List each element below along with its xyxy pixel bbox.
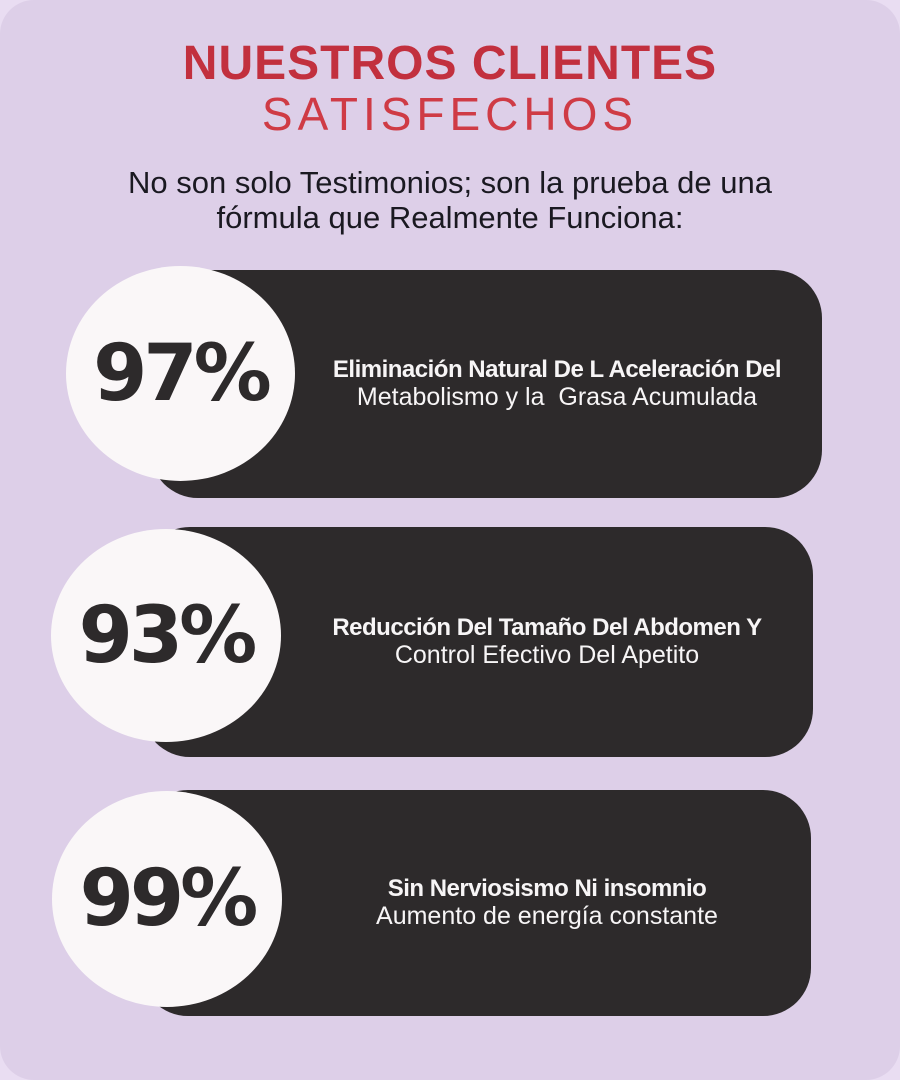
percent-value: 93%: [78, 590, 254, 681]
stat-card-2-text: [292, 527, 802, 757]
stat-card-3-text: [292, 790, 802, 1016]
stat-card-1-text: [297, 270, 817, 498]
percent-circle-1: [66, 266, 295, 481]
subtitle-line-2: fórmula que Realmente Funciona:: [216, 200, 684, 236]
header: [0, 37, 900, 236]
page-title-secondary: SATISFECHOS: [261, 88, 639, 140]
subtitle: [0, 165, 900, 236]
percent-circle-2: [51, 529, 281, 742]
stat-subheading: Control Efectivo Del Apetito: [394, 641, 700, 670]
stat-heading: Reducción Del Tamaño Del Abdomen Y: [332, 613, 762, 641]
percent-value: 97%: [93, 328, 268, 419]
stat-heading: Eliminación Natural De L Aceleración Del: [332, 355, 782, 383]
percent-value: 99%: [79, 854, 255, 944]
stat-subheading: Aumento de energía constante: [376, 902, 718, 931]
stat-heading: Sin Nerviosismo Ni insomnio: [387, 874, 707, 902]
stat-subheading: Metabolismo y la Grasa Acumulada: [356, 383, 758, 412]
subtitle-line-1: No son solo Testimonios; son la prueba de una: [128, 165, 772, 200]
percent-circle-3: [52, 791, 282, 1007]
page-title: NUESTROS CLIENTES: [182, 37, 718, 90]
